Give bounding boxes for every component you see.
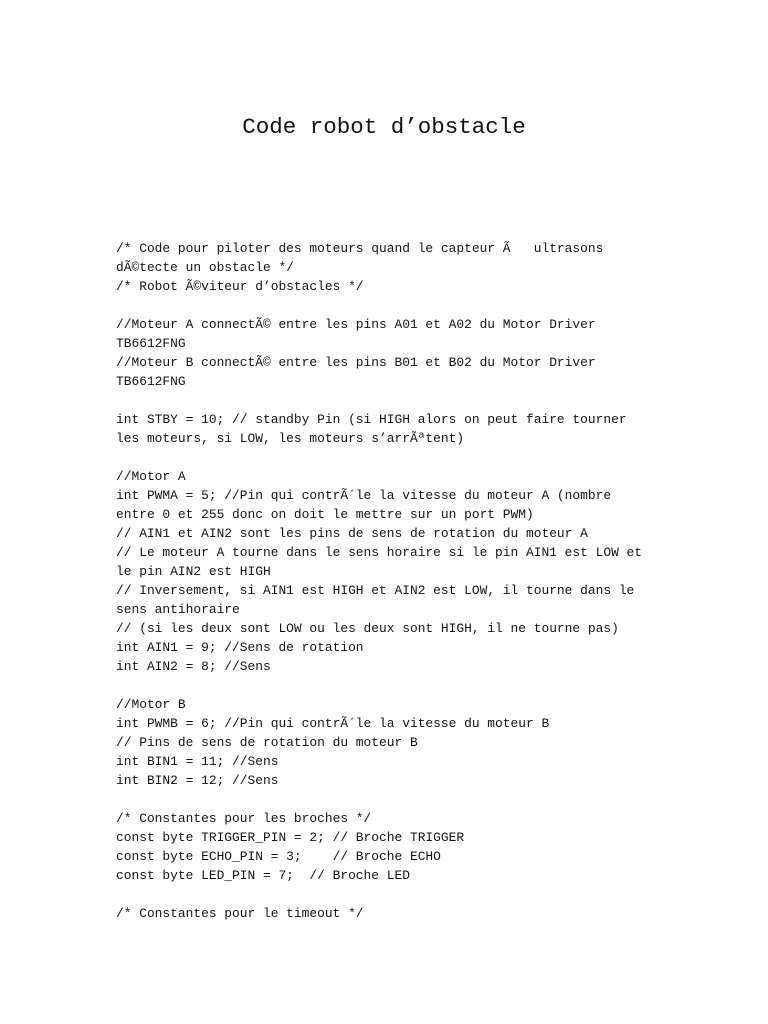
code-line: //Motor A: [116, 469, 186, 484]
code-line: /* Robot Ã©viteur d’obstacles */: [116, 279, 364, 294]
code-line: les moteurs, si LOW, les moteurs s’arrÃªtent): [116, 431, 465, 446]
code-line: int AIN1 = 9; //Sens de rotation: [116, 640, 364, 655]
document-title: Code robot d’obstacle: [242, 114, 526, 140]
code-line: const byte ECHO_PIN = 3; // Broche ECHO: [116, 849, 441, 864]
code-line: // (si les deux sont LOW ou les deux sont HIGH, il ne tourne pas): [116, 621, 619, 636]
code-line: // Inversement, si AIN1 est HIGH et AIN2 est LOW, il tourne dans le: [116, 583, 635, 598]
code-line: int PWMB = 6; //Pin qui contrÃ´le la vitesse du moteur B: [116, 716, 550, 731]
code-line: // AIN1 et AIN2 sont les pins de sens de rotation du moteur A: [116, 526, 588, 541]
code-line: int BIN1 = 11; //Sens: [116, 754, 279, 769]
code-line: /* Constantes pour le timeout */: [116, 906, 364, 921]
code-line: entre 0 et 255 donc on doit le mettre sur un port PWM): [116, 507, 534, 522]
code-line: //Motor B: [116, 697, 186, 712]
code-block-motor-a: [116, 467, 756, 676]
code-line: sens antihoraire: [116, 602, 240, 617]
code-block-header-comment: [116, 239, 756, 296]
code-line: /* Code pour piloter des moteurs quand le capteur Ã ultrasons: [116, 241, 604, 256]
code-line: const byte LED_PIN = 7; // Broche LED: [116, 868, 410, 883]
code-block-standby: [116, 410, 756, 448]
code-body: [116, 239, 756, 942]
code-block-motor-b: [116, 695, 756, 790]
code-line: int BIN2 = 12; //Sens: [116, 773, 279, 788]
code-line: // Pins de sens de rotation du moteur B: [116, 735, 418, 750]
code-line: TB6612FNG: [116, 374, 186, 389]
code-line: //Moteur A connectÃ© entre les pins A01 et A02 du Motor Driver: [116, 317, 596, 332]
code-line: le pin AIN2 est HIGH: [116, 564, 271, 579]
code-line: // Le moteur A tourne dans le sens horaire si le pin AIN1 est LOW et: [116, 545, 643, 560]
code-line: const byte TRIGGER_PIN = 2; // Broche TRIGGER: [116, 830, 465, 845]
code-block-motor-wiring: [116, 315, 756, 391]
code-line: //Moteur B connectÃ© entre les pins B01 et B02 du Motor Driver: [116, 355, 596, 370]
code-block-timeout-constants: [116, 904, 756, 923]
code-line: int STBY = 10; // standby Pin (si HIGH alors on peut faire tourner: [116, 412, 627, 427]
code-line: /* Constantes pour les broches */: [116, 811, 372, 826]
code-line: int PWMA = 5; //Pin qui contrÃ´le la vitesse du moteur A (nombre: [116, 488, 612, 503]
code-line: dÃ©tecte un obstacle */: [116, 260, 294, 275]
code-block-pin-constants: [116, 809, 756, 885]
code-line: TB6612FNG: [116, 336, 186, 351]
code-line: int AIN2 = 8; //Sens: [116, 659, 271, 674]
